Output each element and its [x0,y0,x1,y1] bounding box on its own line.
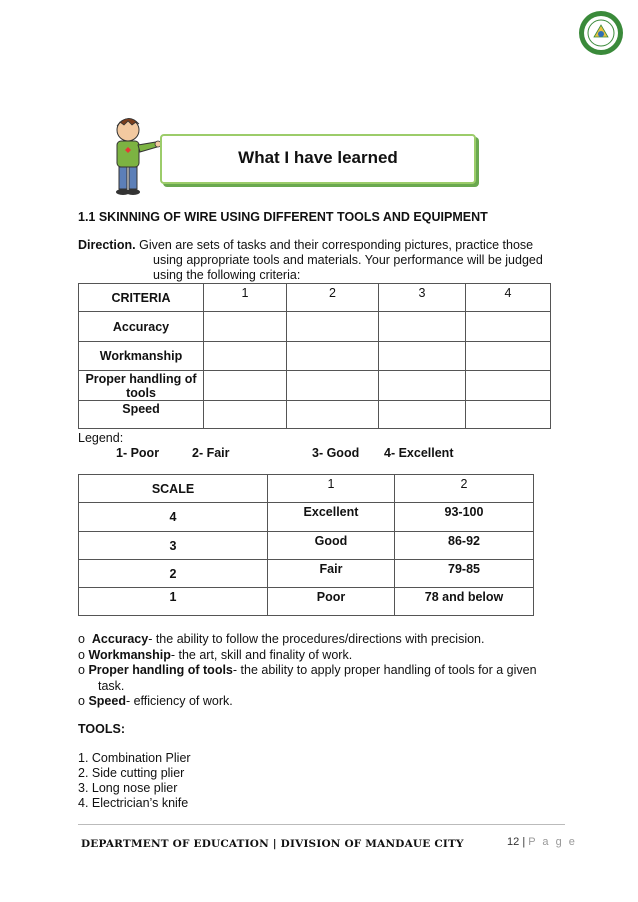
scale-value: 3 [79,532,268,560]
criteria-cell: Speed [79,401,204,429]
legend-item: 3- Good [312,446,360,460]
table-row [79,371,551,401]
criteria-header: CRITERIA [79,284,204,312]
direction-label: Direction. [78,238,136,252]
criteria-cell: Proper handling of tools [79,371,204,401]
score-cell[interactable] [204,312,287,342]
table-row [79,560,534,588]
score-cell[interactable] [379,342,466,371]
table-row [79,284,551,312]
rating-label: Fair [268,560,395,588]
boy-character-illustration [108,112,168,198]
table-row [79,312,551,342]
score-cell[interactable] [466,342,551,371]
score-cell[interactable] [379,401,466,429]
score-cell[interactable] [287,342,379,371]
definition-item [78,632,558,648]
rating-label: Good [268,532,395,560]
page-number: 12 [507,836,520,848]
definition-item [78,694,558,710]
bullet: o [78,647,85,662]
direction-line-3: using the following criteria: [153,268,301,282]
bullet: o [78,632,85,646]
legend-item: 4- Excellent [384,446,454,460]
division-seal-logo [578,10,624,56]
definition-item [78,663,558,679]
direction-paragraph [78,238,564,283]
page-label: P a g e [528,836,577,848]
scale-header-1: 1 [268,475,395,503]
section-title: 1.1 SKINNING OF WIRE USING DIFFERENT TOOLS AND EQUIPMENT [78,210,488,224]
rating-label: Excellent [268,503,395,532]
footer-department: DEPARTMENT OF EDUCATION | DIVISION OF MANDAUE CITY [81,838,464,850]
list-item: 3. Long nose plier [78,781,178,795]
score-cell[interactable] [466,401,551,429]
definition-term: Speed [88,694,126,708]
score-header-3: 3 [379,284,466,312]
score-cell[interactable] [287,371,379,401]
score-cell[interactable] [204,401,287,429]
scale-header-2: 2 [395,475,534,503]
list-item: 2. Side cutting plier [78,766,185,780]
table-row [79,532,534,560]
scale-value: 1 [79,588,268,616]
page-separator: | [522,836,526,848]
score-header-4: 4 [466,284,551,312]
banner-scroll [160,134,476,184]
score-cell[interactable] [287,401,379,429]
criteria-cell: Workmanship [79,342,204,371]
definition-item [78,648,558,664]
legend-item: 2- Fair [192,446,230,460]
scale-table [78,474,534,616]
score-cell[interactable] [466,312,551,342]
rating-range: 78 and below [395,588,534,616]
table-row [79,503,534,532]
footer-divider [78,824,565,825]
table-row [79,475,534,503]
definition-continuation: task. [98,678,125,693]
score-header-2: 2 [287,284,379,312]
bullet: o [78,694,85,708]
table-row [79,401,551,429]
definition-text: - efficiency of work. [125,694,233,708]
bullet: o [78,663,85,677]
definition-term: Accuracy [91,632,149,646]
direction-line-1: Given are sets of tasks and their corresponding pictures, practice those [139,238,534,252]
rating-range: 93-100 [395,503,534,532]
score-header-1: 1 [204,284,287,312]
score-cell[interactable] [379,371,466,401]
legend-label: Legend: [78,431,124,445]
tools-list [78,751,191,811]
direction-line-2: using appropriate tools and materials. Your performance will be judged [153,253,543,267]
scale-value: 4 [79,503,268,532]
tools-title: TOOLS: [78,722,125,736]
what-i-have-learned-banner [108,112,478,198]
table-row [79,588,534,616]
score-cell[interactable] [204,371,287,401]
definition-text: - the ability to apply proper handling of tools for a given [232,663,537,677]
criteria-definitions [78,632,558,710]
list-item: 1. Combination Plier [78,751,191,765]
score-cell[interactable] [287,312,379,342]
rating-range: 79-85 [395,560,534,588]
rating-range: 86-92 [395,532,534,560]
list-item: 4. Electrician’s knife [78,796,189,810]
scale-header: SCALE [79,475,268,503]
score-cell[interactable] [466,371,551,401]
banner-title: What I have learned [238,148,398,167]
table-row [79,342,551,371]
footer-page [507,836,577,848]
criteria-table [78,283,551,429]
definition-term: Proper handling of tools [88,663,233,677]
legend-item: 1- Poor [116,446,160,460]
definition-term: Workmanship [88,647,171,662]
criteria-cell: Accuracy [79,312,204,342]
rating-label: Poor [268,588,395,616]
definition-text: - the art, skill and finality of work. [170,647,353,662]
scale-value: 2 [79,560,268,588]
score-cell[interactable] [379,312,466,342]
score-cell[interactable] [204,342,287,371]
definition-text: - the ability to follow the procedures/directions with precision. [148,632,485,646]
